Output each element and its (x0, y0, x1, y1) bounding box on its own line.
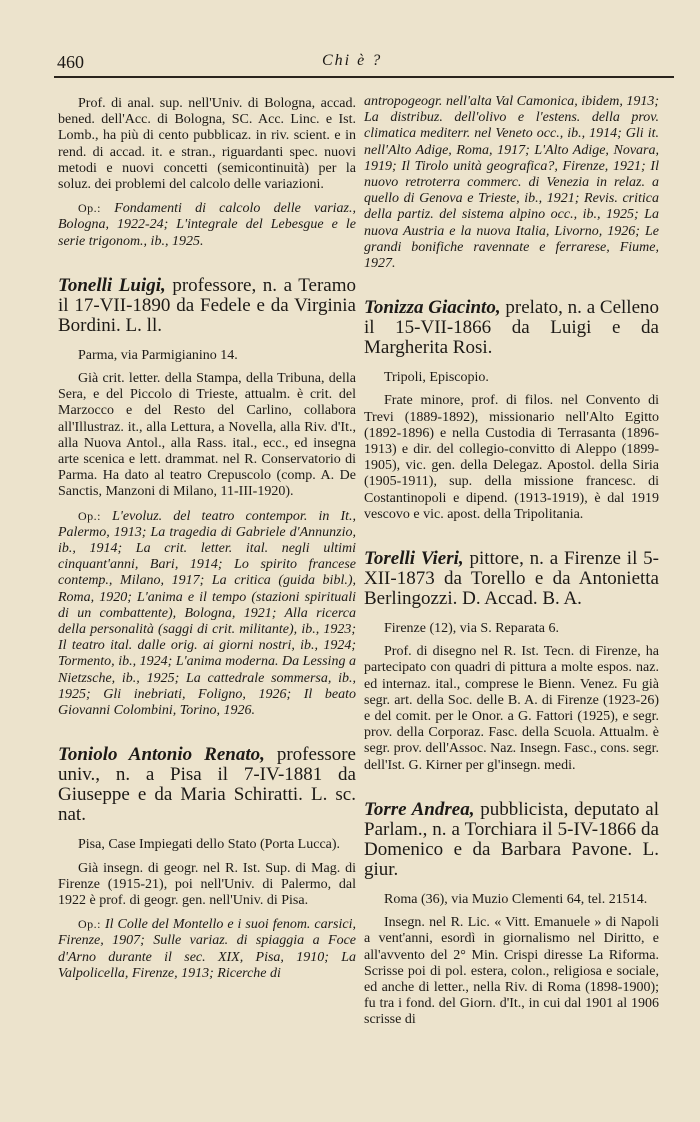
page-number: 460 (57, 52, 84, 72)
running-title: Chi è ? (322, 52, 383, 69)
entry-bio-torelli: Prof. di disegno nel R. Ist. Tecn. di Firenze, ha partecipato con quadri di pittura a molte espos. naz. ed internaz. ital., comprese le Bienn. Venez. Fu già segr. art. della Soc. delle B. A. di Firenze (1923-26) e del comit. per le Onor. a G. Fattori (1925), e segr. prov. della Corporaz. Fasc. della Scuola. Attualm. è segr. prov. dell'Assoc. Naz. Insegn. Fasc., cons. segr. dell'Ist. G. Kirner per gl'insegn. medi. (364, 644, 659, 773)
entry-address-torre: Roma (36), via Muzio Clementi 64, tel. 21514. (384, 891, 648, 907)
entry-address-tonelli: Parma, via Parmigianino 14. (78, 347, 238, 363)
entry-bio-toniolo: Già insegn. di geogr. nel R. Ist. Sup. di Mag. di Firenze (1915-21), poi nell'Univ. di Palermo, dal 1922 è prof. di geogr. gen. nell'Univ. di Pisa. (58, 860, 356, 908)
left-column (58, 96, 356, 982)
continued-works: antropogeogr. nell'alta Val Camonica, ibidem, 1913; La distribuz. dell'olivo e l'estens. della prov. climatica mediterr. nel Veneto occ., ib., 1914; Gli it. nell'Alto Adige, Roma, 1917; L'Alto Adige, Novara, 1919; Il Tirolo unità geografica?, Firenze, 1921; Il nuovo retroterra commerc. di Venezia in relaz. a quello di Genova e Trieste, ib., 1921; Revis. critica della partiz. del sistema alpino occ., ib., 1925; La nuova Austria e la nuova Italia, Livorno, 1926; Le grandi bonifiche ravennate e ferrarese, Fiume, 1927. (364, 94, 659, 272)
entry-bio-tonelli: Già crit. letter. della Stampa, della Tribuna, della Sera, e del Piccolo di Trieste, attualm. è crit. del Marzocco e del Resto del Carlino, collabora all'Illustraz. it., alla Lettura, a Novella, alla Riv. d'It., alla Nuova Antol., alla Rass. ital., ecc., ed insegna arte scenica e lett. drammat. nel R. Conservatorio di Parma. Ha dato al teatro Crepuscolo (comp. A. De Sanctis, Manzoni di Milano, 11-III-1920). (58, 371, 356, 500)
entry-heading-tonelli: Tonelli Luigi, professore, n. a Teramo il 17-VII-1890 da Fedele e da Virginia Bordini. L. ll. (58, 274, 357, 336)
entry-bio-torre: Insegn. nel R. Lic. « Vitt. Emanuele » di Napoli a vent'anni, esordì in giornalismo nel Diritto, e all'avvento del 2° Min. Crispi diresse La Riforma. Scrisse poi di pol. estera, colon., religiosa e sociale, ed anche di letter., nella Riv. di Roma (1898-1900); fu tra i fond. del Giorn. d'It., in cui dal 1901 al 1906 scrisse di (364, 915, 659, 1028)
page-header (40, 48, 670, 82)
entry-heading-tonizza: Tonizza Giacinto, prelato, n. a Celleno il 15-VII-1866 da Luigi e da Margherita Rosi. (364, 297, 659, 359)
entry-works-toniolo: Op.: Il Colle del Montello e i suoi fenom. carsici, Firenze, 1907; Sulle variaz. di spiaggia a Foce d'Arno durante il sec. XIX, Pisa, 1910; La Valpolicella, Firenze, 1913; Ricerche di (58, 917, 356, 981)
intro-works: Op.: Fondamenti di calcolo delle variaz., Bologna, 1922-24; L'integrale del Lebesgue e le serie trigonom., ib., 1925. (58, 201, 357, 249)
entry-heading-toniolo: Toniolo Antonio Renato, professore univ., n. a Pisa il 7-IV-1881 da Giuseppe e da Maria Schiratti. L. sc. nat. (58, 744, 356, 826)
entry-heading-torelli: Torelli Vieri, pittore, n. a Firenze il 5-XII-1873 da Torello e da Antonietta Berlingozzi. D. Accad. B. A. (364, 548, 660, 610)
header-rule (54, 76, 674, 78)
intro-paragraph: Prof. di anal. sup. nell'Univ. di Bologna, accad. bened. dell'Acc. di Bologna, SC. Acc. Linc. e Ist. Lomb., ha più di cento pubblicaz. in riv. scient. e in rend. di accad. it. e stran., riguardanti spec. nuovi metodi e nuovi concetti (semicontinuità) per la soluz. dei problemi del calcolo delle variazioni. (58, 96, 356, 193)
entry-address-torelli: Firenze (12), via S. Reparata 6. (384, 621, 559, 637)
entry-bio-tonizza: Frate minore, prof. di filos. nel Convento di Trevi (1889-1892), missionario nell'Alto Egitto (1892-1896) e nella Custodia di Terrasanta (1896-1913) e dir. del collegio-convitto di Aleppo (1899-1905), vic. gen. della Delegaz. Apostol. della Siria (1905-1911), sup. della missione francesc. di Costantinopoli e dipend. (1913-1919), è dal 1919 vescovo e vic. apost. della Tripolitania. (364, 393, 659, 522)
entry-heading-torre: Torre Andrea, pubblicista, deputato al Parlam., n. a Torchiara il 5-IV-1866 da Domenico e da Barbara Pavone. L. giur. (364, 798, 659, 880)
entry-works-tonelli: Op.: L'evoluz. del teatro contempor. in It., Palermo, 1913; La tragedia di Gabriele d'Annunzio, ib., 1914; La crit. letter. ital. negli ultimi cinquant'anni, Bari, 1914; Lo spirito francese contemp., Milano, 1917; La critica (guida bibl.), Roma, 1920; L'anima e il tempo (stazioni spirituali di un combattente), Bologna, 1921; Alla ricerca della personalità (saggi di crit. militante), ib., 1923; Il teatro ital. dalle orig. ai giorni nostri, ib., 1924; Tormento, ib., 1924; L'anima moderna. Da Lessing a Nietzsche, ib., 1925; La cattedrale sommersa, ib., 1925; Gli inebriati, Foligno, 1926; Il beato Giovanni Colombini, Torino, 1926. (58, 508, 356, 719)
entry-address-tonizza: Tripoli, Episcopio. (384, 370, 489, 386)
right-column (364, 94, 659, 1029)
entry-address-toniolo: Pisa, Case Impiegati dello Stato (Porta Lucca). (78, 837, 341, 853)
